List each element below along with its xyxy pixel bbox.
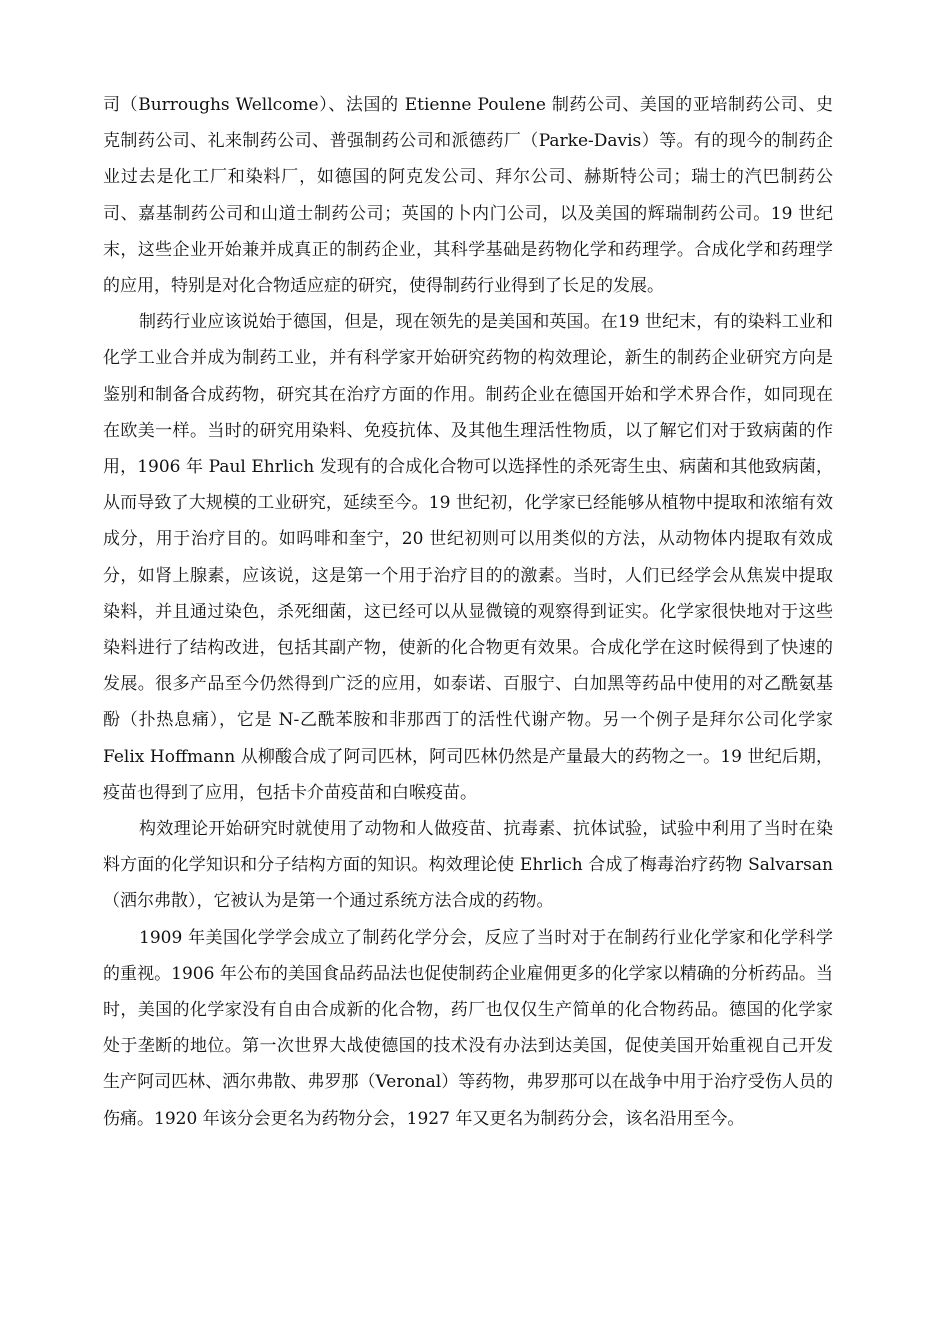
paragraph-continuation: 司（Burroughs Wellcome）、法国的 Etienne Poulene 制药公司、美国的亚培制药公司、史克制药公司、礼来制药公司、普强制药公司和派德药厂（Parke-Davis）等。有的现今的制药企业过去是化工厂和染料厂，如德国的阿克发公司、拜尔公司、赫斯特公司；瑞士的汽巴制药公司、嘉基制药公司和山道士制药公司；英国的卜内门公司，以及美国的辉瑞制药公司。19 世纪末，这些企业开始兼并成真正的制药企业，其科学基础是药物化学和药理学。合成化学和药理学的应用，特别是对化合物适应症的研究，使得制药行业得到了长足的发展。 (103, 95, 833, 297)
document-body (103, 87, 833, 1137)
paragraph-pharma-origins: 制药行业应该说始于德国，但是，现在领先的是美国和英国。在19 世纪末，有的染料工业和化学工业合并成为制药工业，并有科学家开始研究药物的构效理论，新生的制药企业研究方向是鉴别和制备合成药物，研究其在治疗方面的作用。制药企业在德国开始和学术界合作，如同现在在欧美一样。当时的研究用染料、免疫抗体、及其他生理活性物质，以了解它们对于致病菌的作用，1906 年 Paul Ehrlich 发现有的合成化合物可以选择性的杀死寄生虫、病菌和其他致病菌，从而导致了大规模的工业研究，延续至今。19 世纪初，化学家已经能够从植物中提取和浓缩有效成分，用于治疗目的。如吗啡和奎宁，20 世纪初则可以用类似的方法，从动物体内提取有效成分，如肾上腺素，应该说，这是第一个用于治疗目的的激素。当时，人们已经学会从焦炭中提取染料，并且通过染色，杀死细菌，这已经可以从显微镜的观察得到证实。化学家很快地对于这些染料进行了结构改进，包括其副产物，使新的化合物更有效果。合成化学在这时候得到了快速的发展。很多产品至今仍然得到广泛的应用，如泰诺、百服宁、白加黑等药品中使用的对乙酰氨基酚（扑热息痛），它是 N-乙酰苯胺和非那西丁的活性代谢产物。另一个例子是拜尔公司化学家 Felix Hoffmann 从柳酸合成了阿司匹林，阿司匹林仍然是产量最大的药物之一。19 世纪后期，疫苗也得到了应用，包括卡介苗疫苗和白喉疫苗。 (103, 312, 833, 803)
paragraph-acs-division: 1909 年美国化学学会成立了制药化学分会，反应了当时对于在制药行业化学家和化学科学的重视。1906 年公布的美国食品药品法也促使制药企业雇佣更多的化学家以精确的分析药品。当时，美国的化学家没有自由合成新的化合物，药厂也仅仅生产简单的化合物药品。德国的化学家处于垄断的地位。第一次世界大战使德国的技术没有办法到达美国，促使美国开始重视自己开发生产阿司匹林、洒尔弗散、弗罗那（Veronal）等药物，弗罗那可以在战争中用于治疗受伤人员的伤痛。1920 年该分会更名为药物分会，1927 年又更名为制药分会，该名沿用至今。 (103, 927, 833, 1129)
paragraph-structure-activity: 构效理论开始研究时就使用了动物和人做疫苗、抗毒素、抗体试验，试验中利用了当时在染料方面的化学知识和分子结构方面的知识。构效理论使 Ehrlich 合成了梅毒治疗药物 Salvarsan（洒尔弗散），它被认为是第一个通过系统方法合成的药物。 (103, 819, 833, 912)
